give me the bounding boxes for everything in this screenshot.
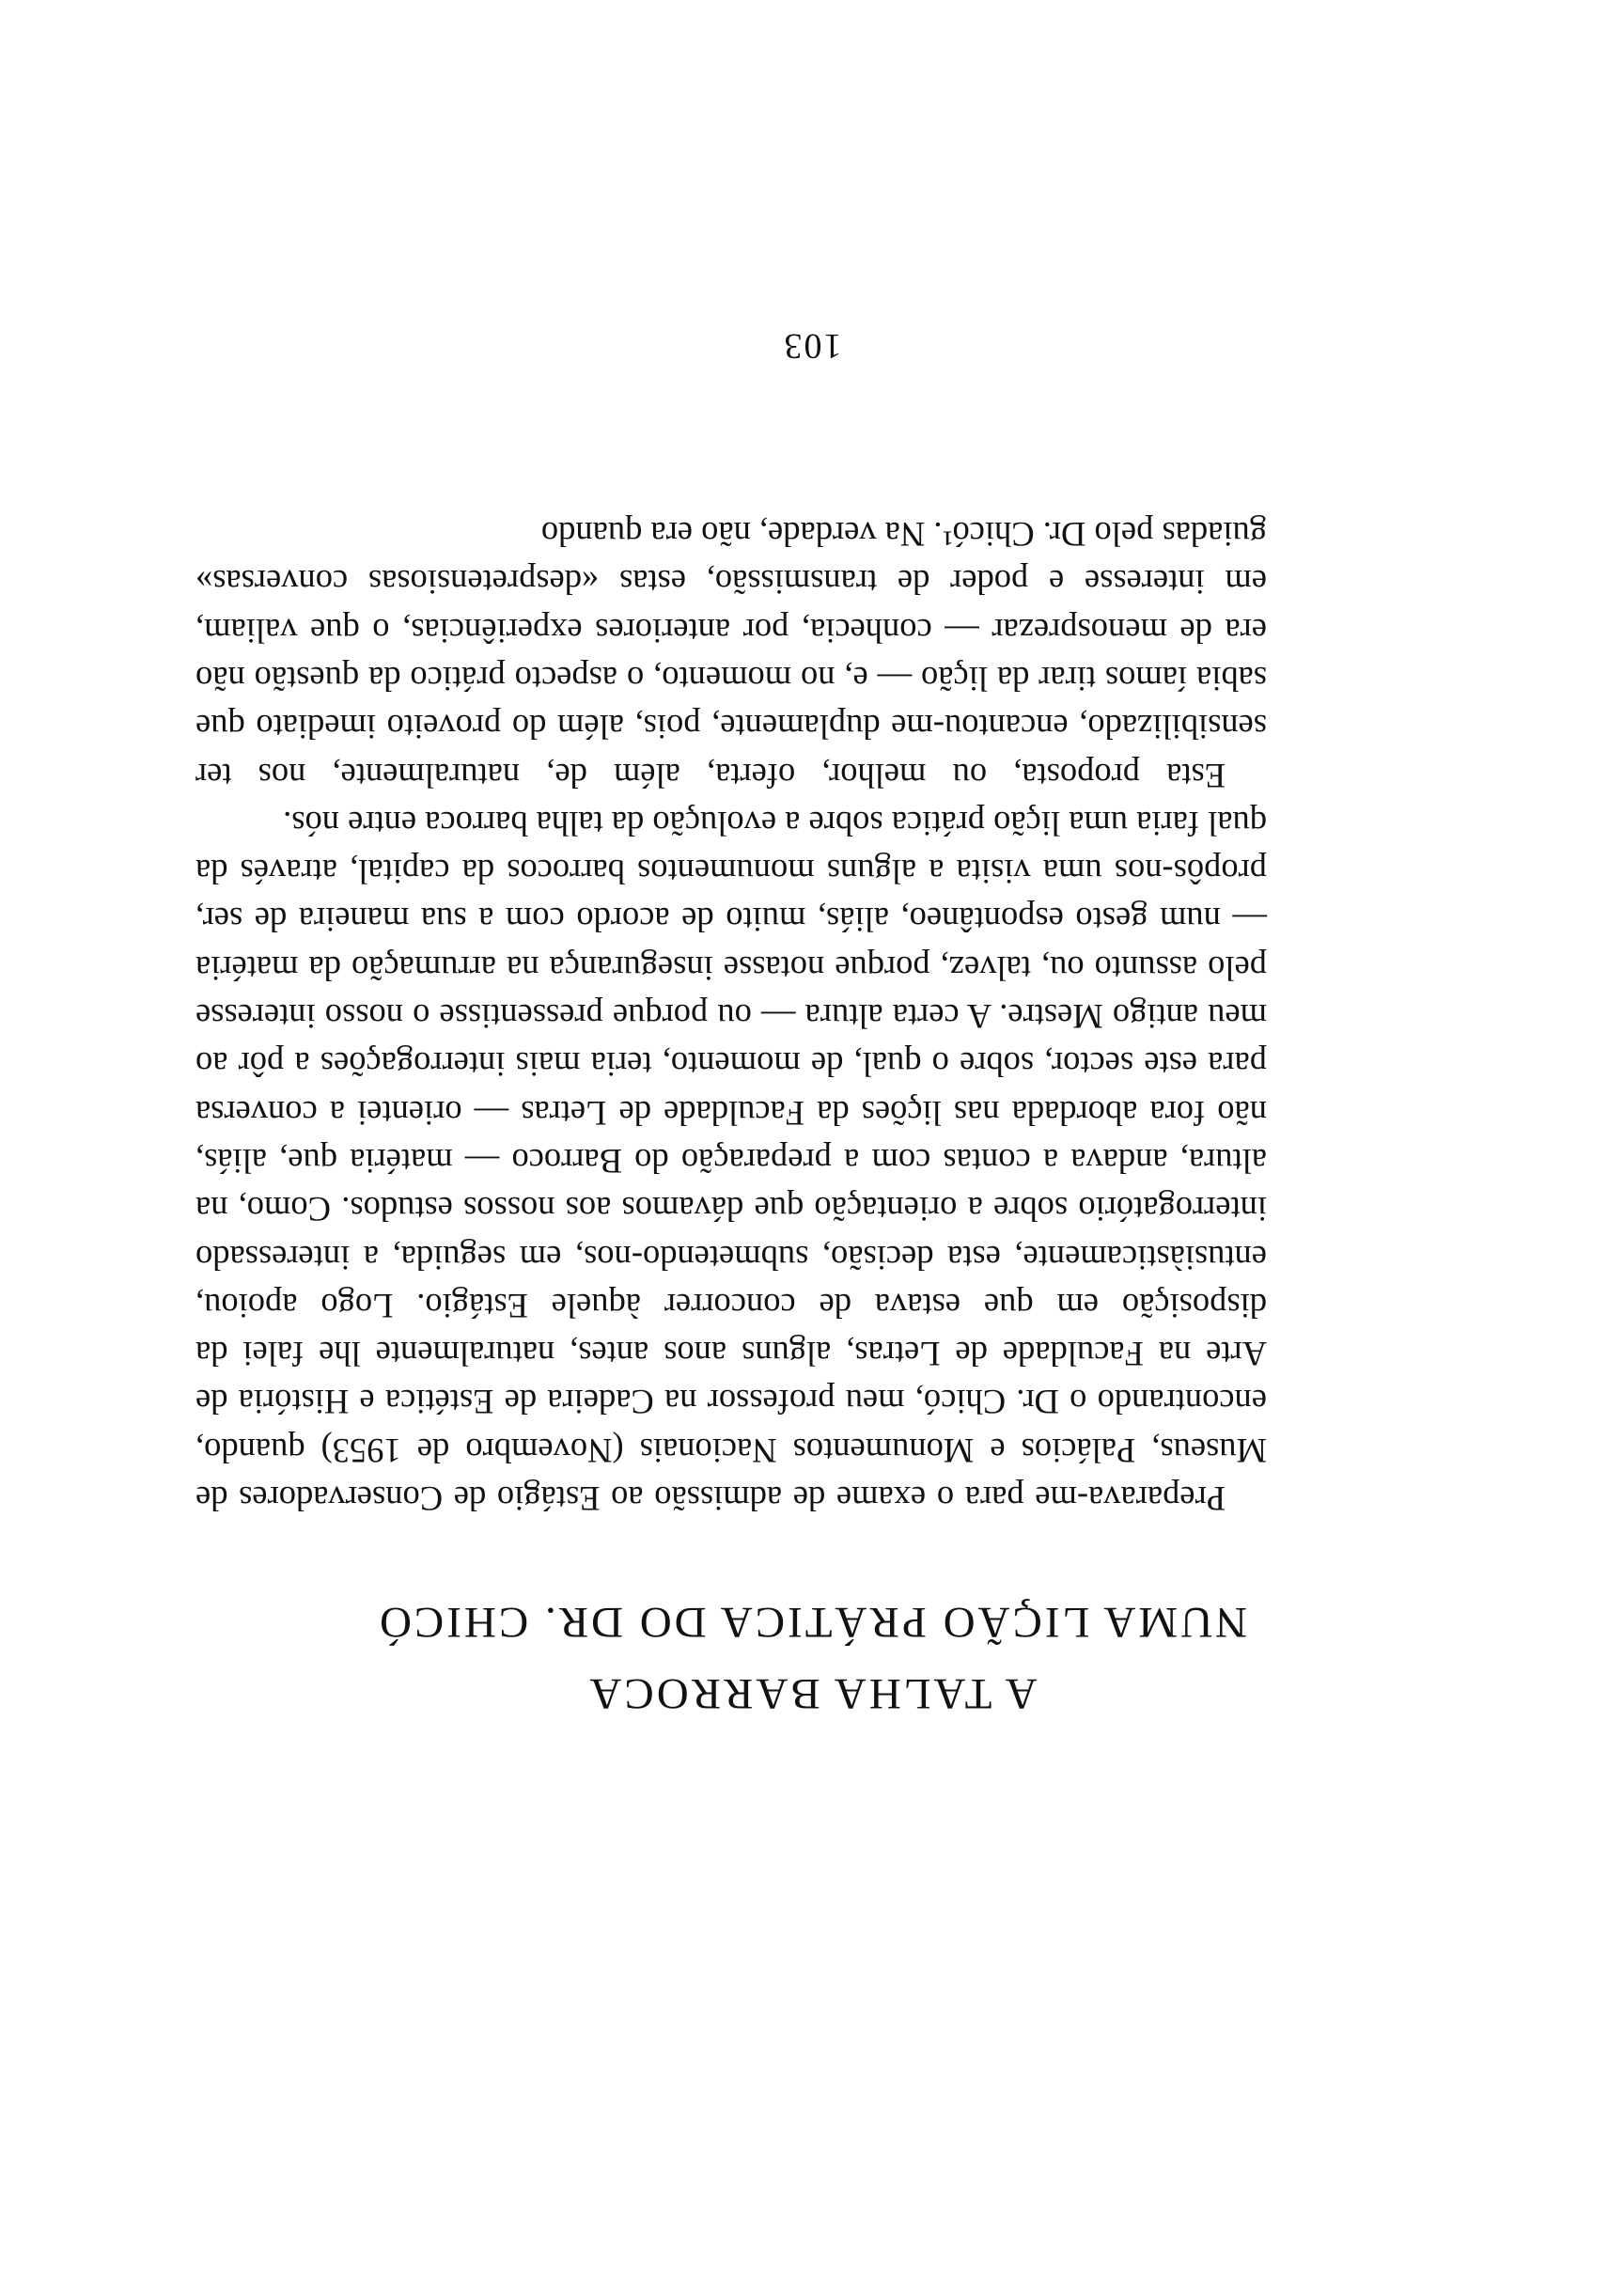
paragraph-1: Preparava-me para o exame de admissão ao Estágio de Conservadores de Museus, Palácios e Monumentos Nacionais (Novembro de 1953) quando, encontrando o Dr. Chicó, meu professor na Cadeira de Estética e História de Arte na Faculdade de Letras, alguns anos antes, naturalmente lhe falei da disposição em que estava de concorrer àquele Estágio. Logo apoiou, entusiàsticamente, esta decisão, submetendo-nos, em seguida, a interessado interrogatório sobre a orientação que dávamos aos nossos estudos. Como, na altura, andava a contas com a preparação do Barroco — matéria que, aliás, não fora abordada nas lições da Faculdade de Letras — orientei a conversa para este sector, sobre o qual, de momento, teria mais interrogações a pôr ao meu antigo Mestre. A certa altura — ou porque pressentisse o nosso interesse pelo assunto ou, talvez, porque notasse insegurança na arrumação da matéria — num gesto espontâneo, aliás, muito de acordo com a sua maneira de ser, propôs-nos uma visita a alguns monumentos barrocos da capital, através da qual faria uma lição prática sobre a evolução da talha barroca entre nós. (195, 804, 1267, 1518)
title-line-2: NUMA LIÇÃO PRÁTICA DO DR. CHICÓ (377, 1598, 1248, 1647)
body-text (195, 510, 1267, 1523)
page-number: 103 (782, 326, 842, 366)
title-block (0, 1587, 1624, 1729)
title-line-1: A TALHA BARROCA (586, 1669, 1038, 1718)
paragraph-2: Esta proposta, ou melhor, oferta, além de, naturalmente, nos ter sensibilizado, encantou-me duplamente, pois, além do proveito imediato que sabia íamos tirar da lição — e, no momento, o aspecto prático da questão não era de menosprezar — conhecia, por anteriores experiências, o que valiam, em interesse e poder de transmissão, estas «despretensiosas conversas» guiadas pelo Dr. Chicó¹. Na verdade, não era quando (195, 515, 1267, 795)
